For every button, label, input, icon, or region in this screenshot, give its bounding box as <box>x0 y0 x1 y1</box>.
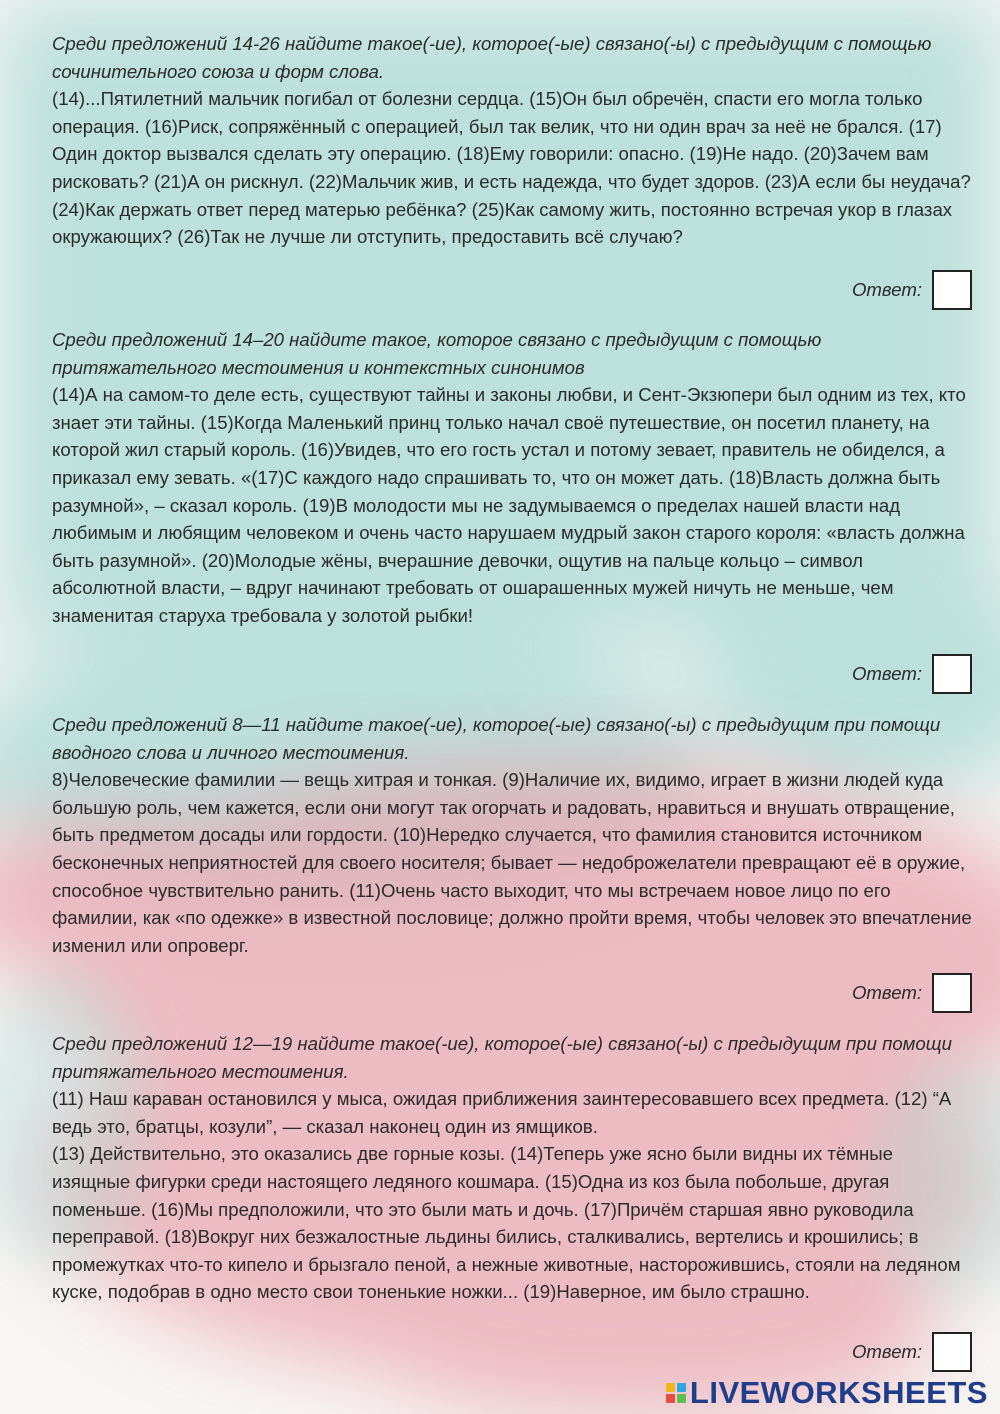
answer-input-box[interactable] <box>932 654 972 694</box>
task-2-prompt: Среди предложений 14–20 найдите такое, которое связано с предыдущим с помощью притяжательного местоимения и контекстных синонимов <box>52 329 822 378</box>
answer-input-box[interactable] <box>932 270 972 310</box>
task-4-answer <box>852 1332 972 1372</box>
answer-input-box[interactable] <box>932 973 972 1013</box>
task-4-prompt: Среди предложений 12—19 найдите такое(-ие), которое(-ые) связано(-ы) с предыдущим при помощи притяжательного местоимения. <box>52 1033 952 1082</box>
task-3-text: 8)Человеческие фамилии — вещь хитрая и тонкая. (9)Наличие их, видимо, играет в жизни людей куда большую роль, чем кажется, если они могут так огорчать и радовать, нравиться и внушать отвращение, быть предметом досады или гордости. (10)Нередко случается, что фамилия становится источником бесконечных неприятностей для своего носителя; бывает — недоброжелатели превращают её в оружие, способное чувствительно ранить. (11)Очень часто выходит, что мы встречаем новое лицо по его фамилии, как «по одежке» в известной пословице; должно пройти время, чтобы человек это впечатление изменил или опроверг. <box>52 769 972 956</box>
answer-label: Ответ: <box>851 279 922 300</box>
task-2-text: (14)А на самом-то деле есть, существуют тайны и законы любви, и Сент-Экзюпери был одним из тех, кто знает эти тайны. (15)Когда Маленький принц только начал своё путешествие, он посетил планету, на которой жил старый король. (16)Увидев, что его гость устал и потому зевает, правитель не обиделся, а приказал ему зевать. «(17)С каждого надо спрашивать то, что он может дать. (18)Власть должна быть разумной», – сказал король. (19)В молодости мы не задумываемся о пределах нашей власти над любимым и любящим человеком и очень часто нарушаем мудрый закон старого короля: «власть должна быть разумной». (20)Молодые жёны, вчерашние девочки, ощутив на пальце кольцо – символ абсолютной власти, – вдруг начинают требовать от ошарашенных мужей ничуть не меньше, чем знаменитая старуха требовала у золотой рыбки! <box>52 384 966 626</box>
answer-label: Ответ: <box>851 663 922 684</box>
task-1-prompt: Среди предложений 14-26 найдите такое(-ие), которое(-ые) связано(-ы) с предыдущим с помощью сочинительного союза и форм слова. <box>52 33 932 82</box>
task-4-text: (11) Наш караван остановился у мыса, ожидая приближения заинтересовавшего всех предмета. (12) “А ведь это, братцы, козули”, — сказал наконец один из ямщиков. <box>52 1088 952 1137</box>
task-2 <box>52 326 972 696</box>
task-1-answer <box>852 270 972 310</box>
task-1-text: (14)...Пятилетний мальчик погибал от болезни сердца. (15)Он был обречён, спасти его могла только операция. (16)Риск, сопряжённый с операцией, был так велик, что ни один врач за неё не брался. (17) Один доктор вызвался сделать эту операцию. (18)Ему говорили: опасно. (19)Не надо. (20)Зачем вам рисковать? (21)А он рискнул. (22)Мальчик жив, и есть надежда, что будет здоров. (23)А если бы неудача? (24)Как держать ответ перед матерью ребёнка? (25)Как самому жить, постоянно встречая укор в глазах окружающих? (26)Так не лучше ли отступить, предоставить всё случаю? <box>52 88 971 248</box>
answer-label: Ответ: <box>851 1341 922 1362</box>
task-4 <box>52 1030 972 1380</box>
task-3-answer <box>852 973 972 1013</box>
liveworksheets-logo-icon <box>666 1383 686 1403</box>
answer-label: Ответ: <box>851 982 922 1003</box>
brand-name: LIVEWORKSHEETS <box>689 1375 988 1410</box>
answer-input-box[interactable] <box>932 1332 972 1372</box>
task-2-answer <box>852 654 972 694</box>
task-1 <box>52 30 972 315</box>
task-3-prompt: Среди предложений 8—11 найдите такое(-ие), которое(-ые) связано(-ы) с предыдущим при помощи вводного слова и личного местоимения. <box>52 714 941 763</box>
liveworksheets-logo[interactable] <box>666 1375 988 1411</box>
task-4-text-continued: (13) Действительно, это оказались две горные козы. (14)Теперь уже ясно были видны их тёмные изящные фигурки среди настоящего ледяного кошмара. (15)Одна из коз была побольше, другая поменьше. (16)Мы предположили, что это были мать и дочь. (17)Причём старшая явно руководила переправой. (18)Вокруг них безжалостные льдины бились, сталкивались, вертелись и крошились; в промежутках что-то кипело и брызгало пеной, а нежные животные, насторожившись, стояли на ледяном куске, подобрав в одно место свои тоненькие ножки... (19)Наверное, им было страшно. <box>52 1143 961 1303</box>
task-3 <box>52 711 972 1016</box>
